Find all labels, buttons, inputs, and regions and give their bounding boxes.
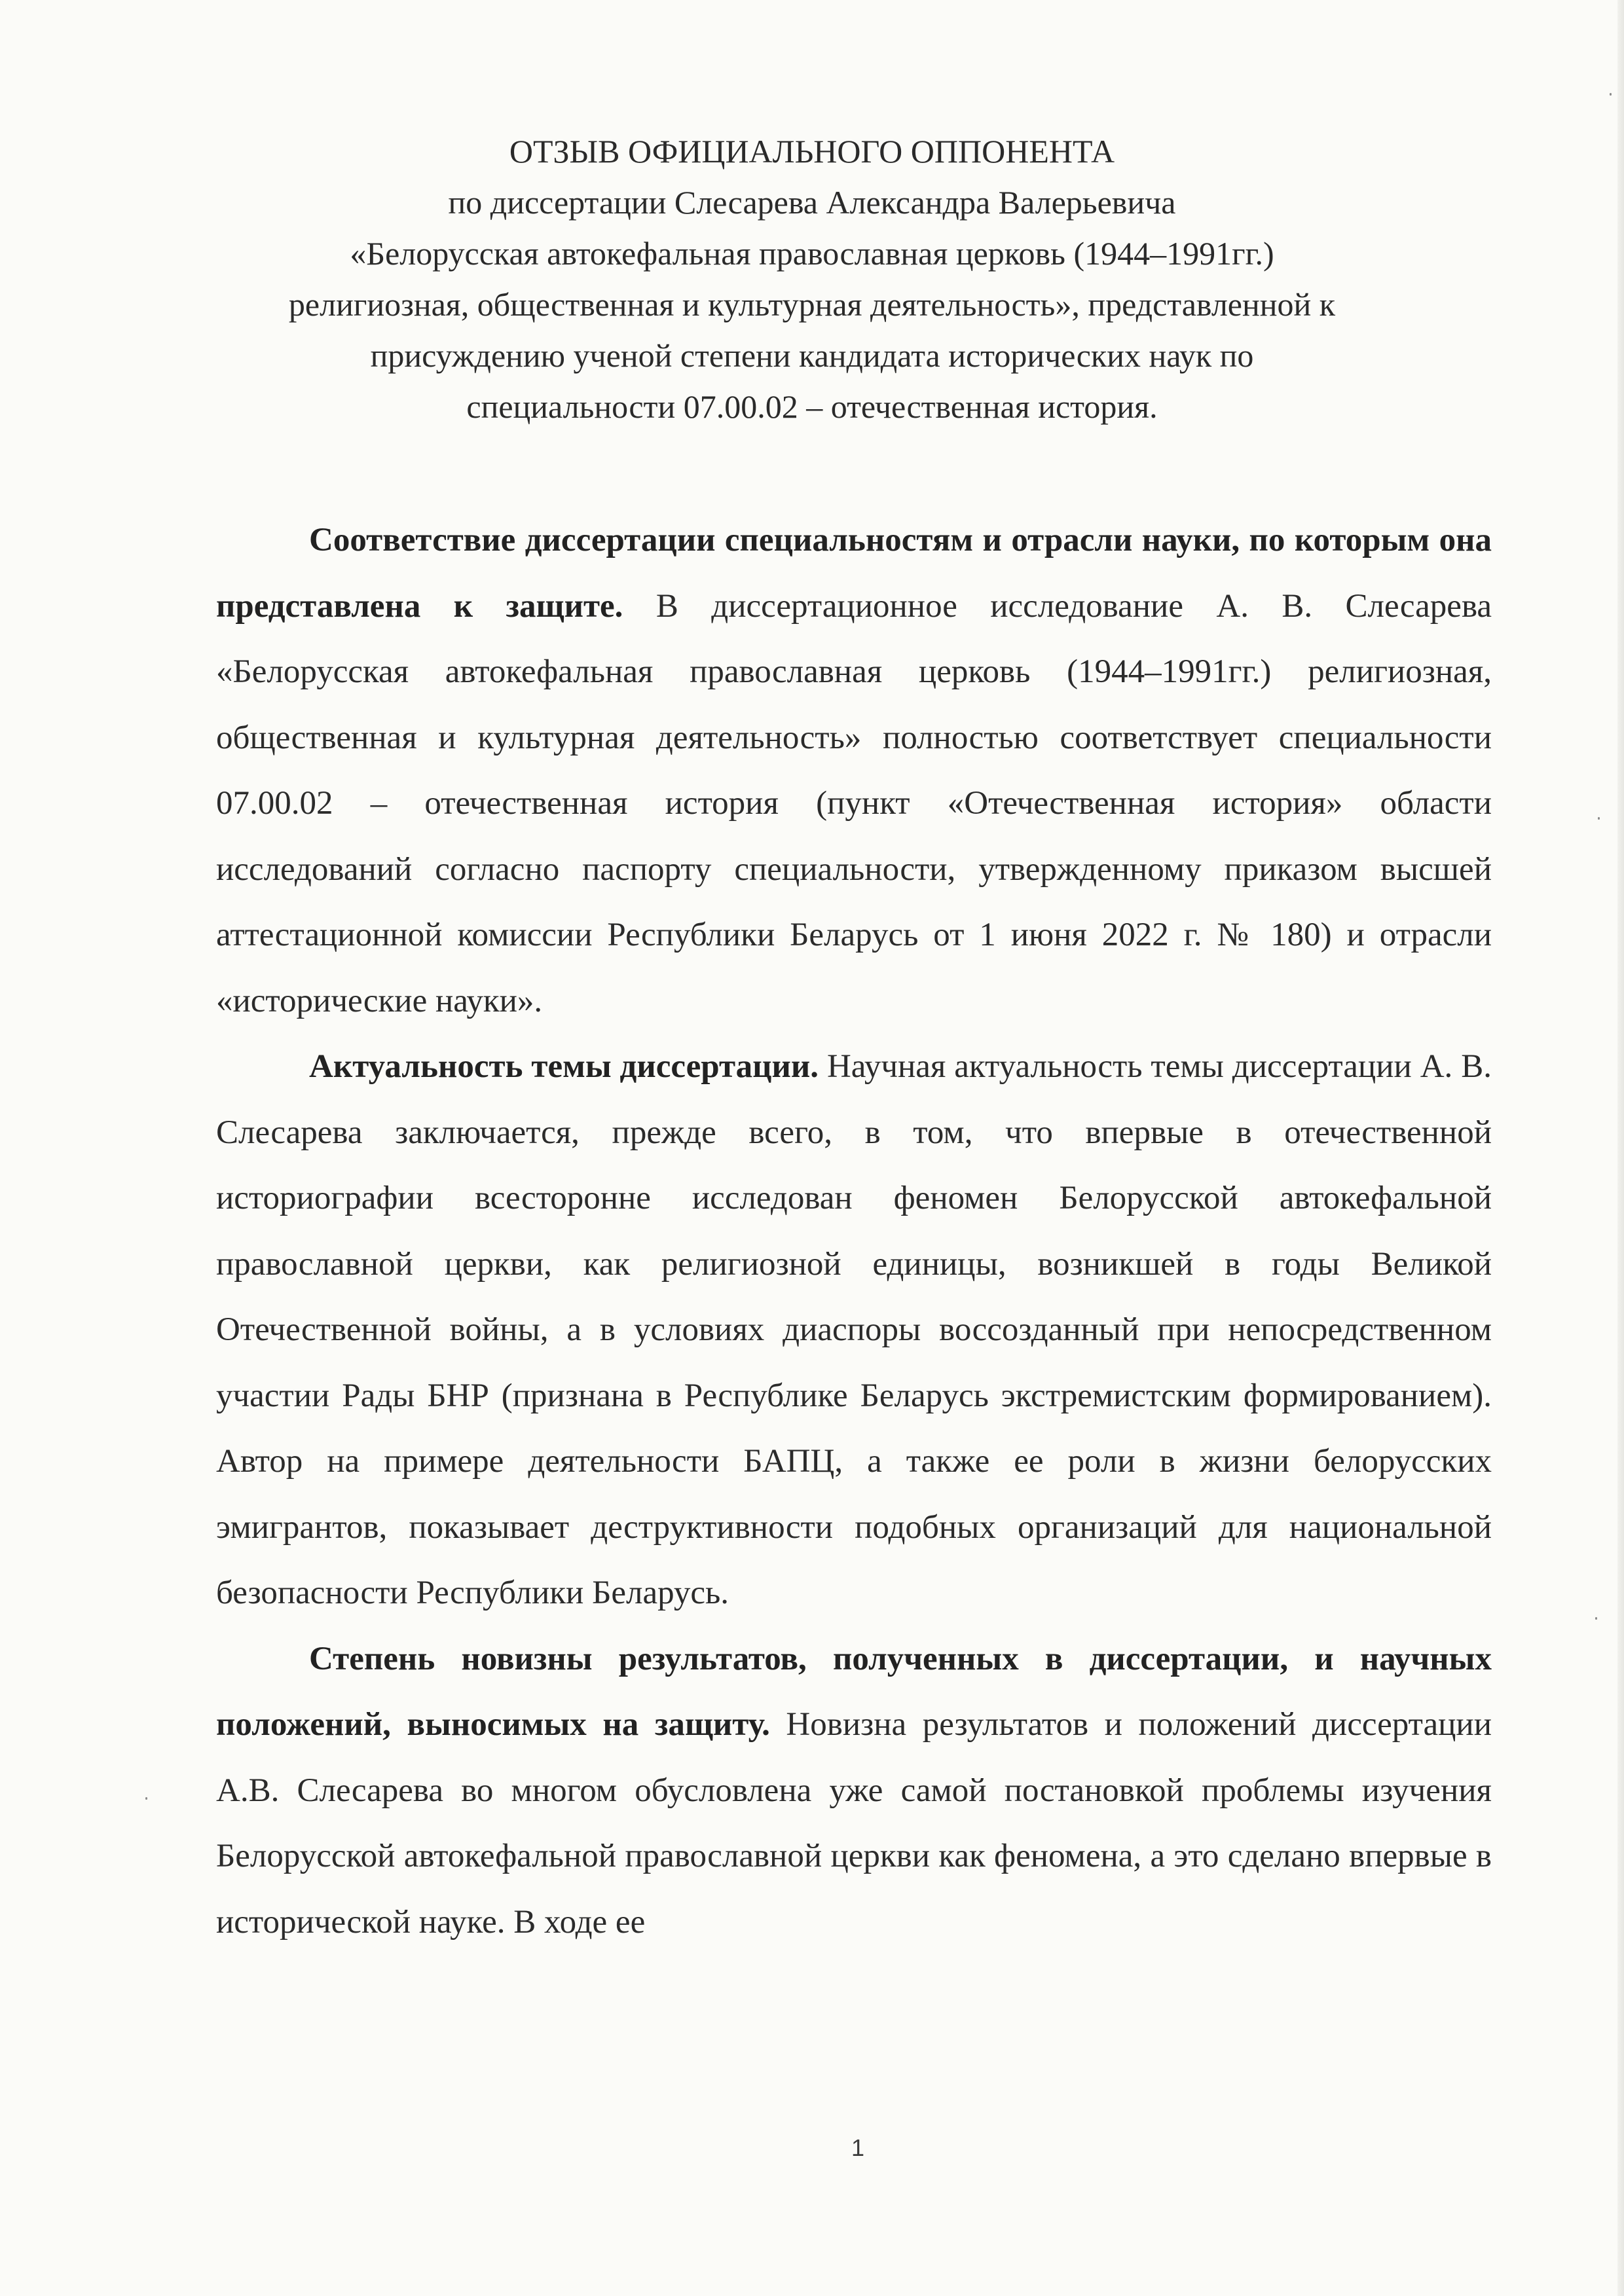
section-heading: Соответствие диссертации специальностям и отрасли науки, по которым она представлена к защите. [216,522,1492,625]
section-heading: Актуальность темы диссертации. [309,1048,819,1085]
page-number: 1 [851,2134,865,2161]
section-text: Научная актуальность темы диссертации А. В. Слесарева заключается, прежде всего, в том, что впервые в отечественной историографии всесторонне исследован феномен Белорусской автокефальной православной церкви, как религиозной единицы, возникшей в годы Великой Отечественной войны, а в условиях диаспоры воссозданный при непосредственном участии Рады БНР (признана в Республике Беларусь экстремистским формированием). Автор на примере деятельности БАПЦ, а также ее роли в жизни белорусских эмигрантов, показывает деструктивности подобных организаций для национальной безопасности Республики Беларусь. [216,1048,1492,1611]
heading-line-3: «Белорусская автокефальная православная церковь (1944–1991гг.) [350,235,1274,272]
scan-speck [1595,1617,1597,1620]
section-text: Новизна результатов и положений диссертации А.В. Слесарева во многом обусловлена уже самой постановкой проблемы изучения Белорусской автокефальной православной церкви как феномена, а это сделано впервые в исторической науке. В ходе ее [216,1706,1492,1941]
heading-line-4: религиозная, общественная и культурная деятельность», представленной к [288,286,1336,323]
scan-speck [1610,93,1612,96]
scan-speck [145,1797,147,1800]
section-heading: Степень новизны результатов, полученных в диссертации, и научных положений, выносимых на защиту. [216,1640,1492,1743]
section-paragraph [216,507,1492,1034]
document-heading [131,126,1493,432]
section-paragraph [216,1034,1492,1626]
heading-line-6: специальности 07.00.02 – отечественная история. [466,388,1158,425]
heading-line-5: присуждению ученой степени кандидата исторических наук по [370,337,1254,374]
document-body [216,507,1492,1955]
section-paragraph [216,1626,1492,1956]
scan-edge [1617,0,1624,2296]
scan-speck [1598,817,1600,820]
heading-line-2: по диссертации Слесарева Александра Валерьевича [448,184,1176,221]
section-text: В диссертационное исследование А. В. Слесарева «Белорусская автокефальная православная церковь (1944–1991гг.) религиозная, общественная и культурная деятельность» полностью соответствует специальности 07.00.02 – отечественная история (пункт «Отечественная история» области исследований согласно паспорту специальности, утвержденному приказом высшей аттестационной комиссии Республики Беларусь от 1 июня 2022 г. № 180) и отрасли «исторические науки». [216,587,1492,1019]
heading-line-1: ОТЗЫВ ОФИЦИАЛЬНОГО ОППОНЕНТА [509,133,1115,170]
